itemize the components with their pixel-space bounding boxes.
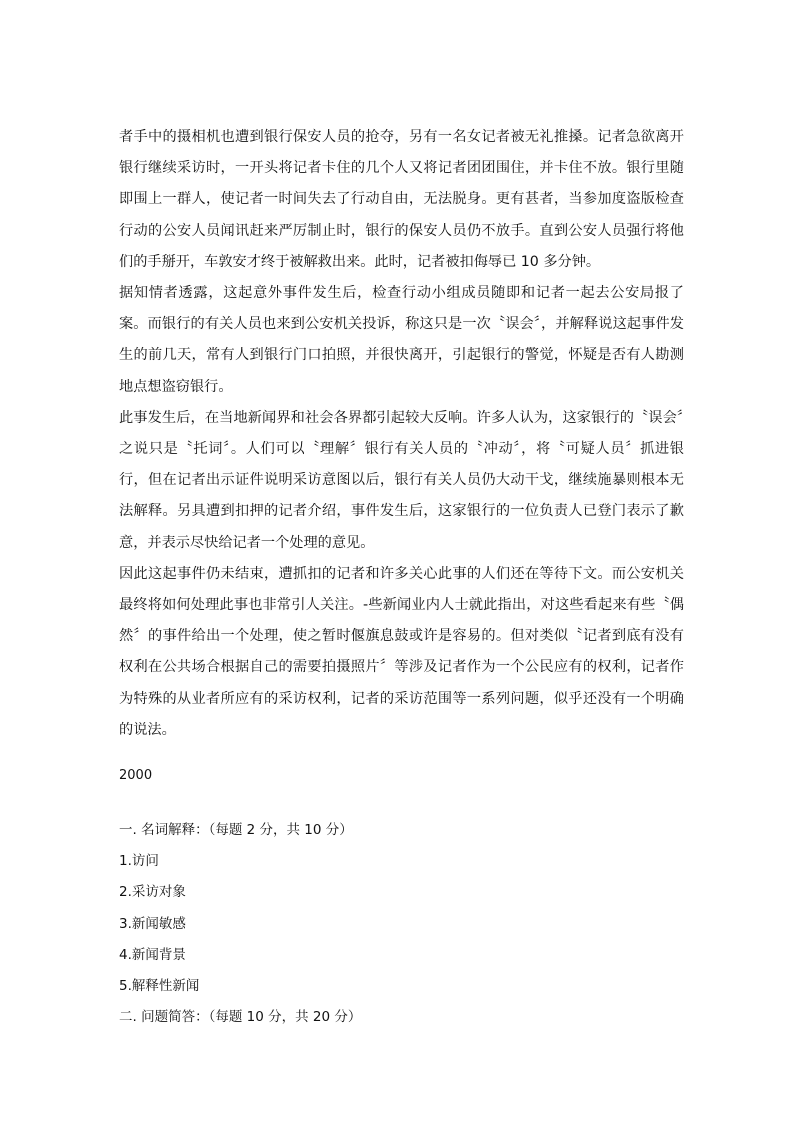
list-item: 3.新闻敏感 bbox=[119, 915, 186, 932]
document-body bbox=[119, 122, 684, 1026]
paragraph-1: 者手中的摄相机也遭到银行保安人员的抢夺，另有一名女记者被无礼推搡。记者急欲离开银行继续采访时，一开头将记者卡住的几个人又将记者团团围住，并卡住不放。银行里随即围上一群人，使记者一时间失去了行动自由，无法脱身。更有甚者，当参加度盗版检查行动的公安人员闻讯赶来严厉制止时，银行的保安人员仍不放手。直到公安人员强行将他们的手掰开，车敦安才终于被解救出来。此时，记者被扣侮辱已 10 多分钟。 bbox=[119, 129, 684, 270]
list-item: 1.访问 bbox=[119, 853, 159, 870]
exam-questions bbox=[119, 815, 684, 1033]
paragraph-2: 据知情者透露，这起意外事件发生后，检查行动小组成员随即和记者一起去公安局报了案。而银行的有关人员也来到公安机关投诉，称这只是一次〝误会〞，并解释说这起事件发生的前几天，常有人到银行门口拍照，并很快离开，引起银行的警觉，怀疑是否有人勘测地点想盗窃银行。 bbox=[119, 285, 684, 395]
year-label: 2000 bbox=[119, 768, 153, 783]
paragraph-4: 因此这起事件仍未结束，遭抓扣的记者和许多关心此事的人们还在等待下文。而公安机关最终将如何处理此事也非常引人关注。-些新闻业内人士就此指出，对这些看起来有些〝偶然〞的事件给出一个处理，使之暂时偃旗息鼓或许是容易的。但对类似〝记者到底有没有权利在公共场合根据自己的需要拍摄照片〞等涉及记者作为一个公民应有的权利，记者作为特殊的从业者所应有的采访权利，记者的采访范围等一系列问题，似乎还没有一个明确的说法。 bbox=[119, 565, 684, 738]
paragraph-3: 此事发生后，在当地新闻界和社会各界都引起较大反响。许多人认为，这家银行的〝误会〞之说只是〝托词〞。人们可以〝理解〞银行有关人员的〝冲动〞，将〝可疑人员〞抓进银行，但在记者出示证件说明采访意图以后，银行有关人员仍大动干戈，继续施暴则根本无法解释。另具遭到扣押的记者介绍，事件发生后，这家银行的一位负责人已登门表示了歉意，并表示尽快给记者一个处理的意见。 bbox=[119, 409, 684, 551]
list-item: 5.解释性新闻 bbox=[119, 978, 200, 995]
section-heading-terms: 一. 名词解释：（每题 2 分，共 10 分） bbox=[119, 822, 353, 838]
section-heading-short-answer: 二. 问题简答：（每题 10 分，共 20 分） bbox=[119, 1009, 362, 1026]
list-item: 2.采访对象 bbox=[119, 884, 186, 901]
list-item: 4.新闻背景 bbox=[119, 946, 186, 963]
